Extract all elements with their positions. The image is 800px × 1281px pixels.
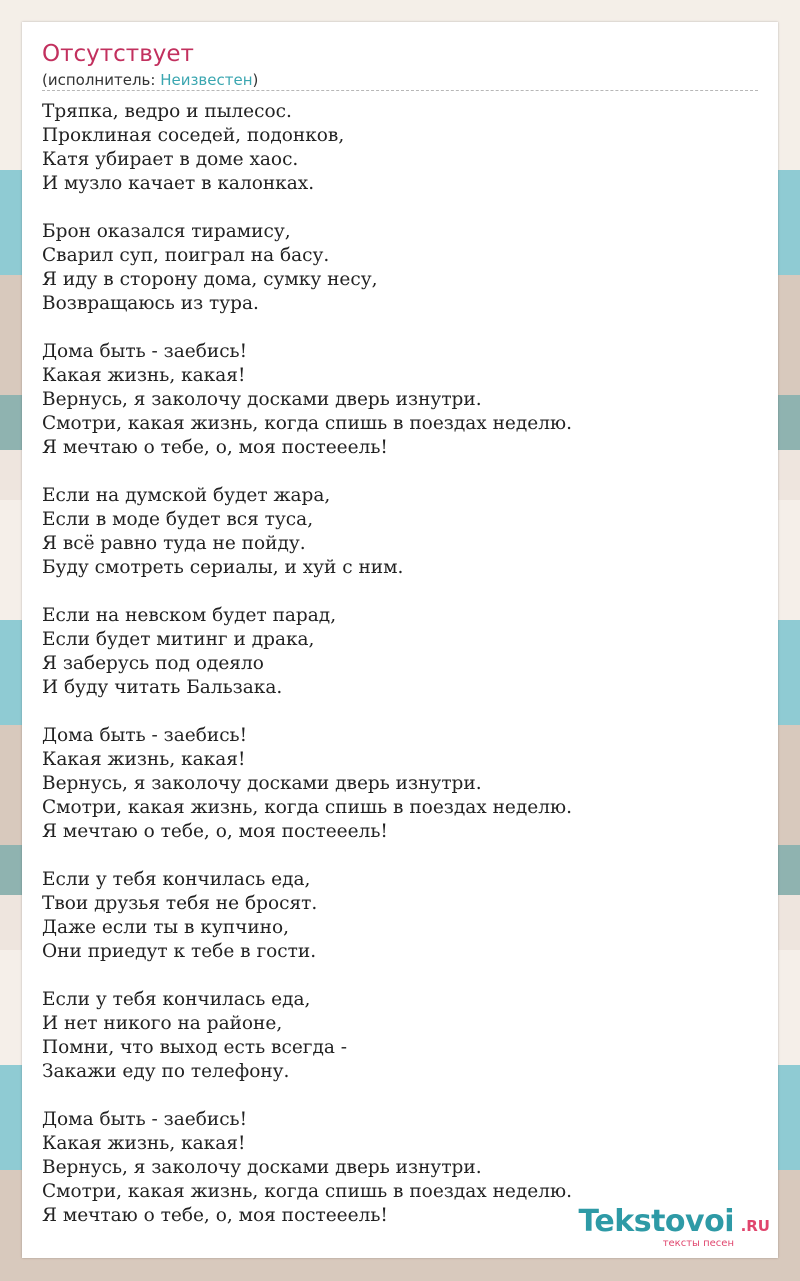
lyrics-line: Я всё равно туда не пойду. xyxy=(42,533,306,554)
lyrics-line: Дома быть - заебись! xyxy=(42,1109,248,1130)
lyrics-line: Буду смотреть сериалы, и хуй с ним. xyxy=(42,557,404,578)
lyrics-line: И нет никого на районе, xyxy=(42,1013,283,1034)
lyrics-line: Если у тебя кончилась еда, xyxy=(42,869,311,890)
lyrics-line: Дома быть - заебись! xyxy=(42,341,248,362)
lyrics-stanza xyxy=(42,988,762,1084)
lyrics-line: Если на думской будет жара, xyxy=(42,485,331,506)
lyrics-line: Помни, что выход есть всегда - xyxy=(42,1037,348,1058)
logo-tagline: тексты песен xyxy=(662,1238,734,1249)
lyrics-line: И музло качает в калонках. xyxy=(42,173,315,194)
lyrics-line: Проклиная соседей, подонков, xyxy=(42,125,345,146)
lyrics-line: Вернусь, я заколочу досками дверь изнутри. xyxy=(42,773,482,794)
lyrics-line: Твои друзья тебя не бросят. xyxy=(42,893,318,914)
lyrics-stanza xyxy=(42,868,762,964)
lyrics-line: Катя убирает в доме хаос. xyxy=(42,149,299,170)
lyrics-line: Они приедут к тебе в гости. xyxy=(42,941,317,962)
lyrics-line: Сварил суп, поиграл на басу. xyxy=(42,245,330,266)
lyrics-card xyxy=(22,22,778,1258)
lyrics-line: Дома быть - заебись! xyxy=(42,725,248,746)
lyrics-text xyxy=(42,100,762,1252)
lyrics-line: Смотри, какая жизнь, когда спишь в поездах неделю. xyxy=(42,1181,572,1202)
lyrics-line: Смотри, какая жизнь, когда спишь в поездах неделю. xyxy=(42,413,572,434)
lyrics-line: Я иду в сторону дома, сумку несу, xyxy=(42,269,378,290)
site-logo[interactable] xyxy=(560,1204,770,1250)
song-title: Отсутствует xyxy=(42,41,194,67)
logo-name: Tekstovoi xyxy=(578,1204,734,1239)
lyrics-line: Вернусь, я заколочу досками дверь изнутри. xyxy=(42,1157,482,1178)
lyrics-line: Я мечтаю о тебе, о, моя постееель! xyxy=(42,1205,388,1226)
lyrics-line: Закажи еду по телефону. xyxy=(42,1061,290,1082)
title-divider xyxy=(42,90,758,91)
lyrics-line: Если в моде будет вся туса, xyxy=(42,509,314,530)
lyrics-stanza xyxy=(42,340,762,460)
lyrics-stanza xyxy=(42,484,762,580)
performer-line xyxy=(42,71,258,89)
lyrics-line: Какая жизнь, какая! xyxy=(42,1133,246,1154)
lyrics-line: Брон оказался тирамису, xyxy=(42,221,291,242)
lyrics-line: Если будет митинг и драка, xyxy=(42,629,315,650)
lyrics-stanza xyxy=(42,100,762,196)
lyrics-line: Возвращаюсь из тура. xyxy=(42,293,259,314)
lyrics-line: Если у тебя кончилась еда, xyxy=(42,989,311,1010)
lyrics-line: Я мечтаю о тебе, о, моя постееель! xyxy=(42,437,388,458)
lyrics-line: Какая жизнь, какая! xyxy=(42,365,246,386)
lyrics-stanza xyxy=(42,604,762,700)
performer-suffix: ) xyxy=(252,71,259,89)
lyrics-line: И буду читать Бальзака. xyxy=(42,677,283,698)
lyrics-stanza xyxy=(42,220,762,316)
lyrics-line: Тряпка, ведро и пылесос. xyxy=(42,101,292,122)
lyrics-line: Если на невском будет парад, xyxy=(42,605,337,626)
performer-prefix: (исполнитель: xyxy=(42,71,161,89)
lyrics-line: Даже если ты в купчино, xyxy=(42,917,290,938)
logo-tld: .RU xyxy=(740,1217,770,1235)
lyrics-line: Какая жизнь, какая! xyxy=(42,749,246,770)
lyrics-line: Вернусь, я заколочу досками дверь изнутри. xyxy=(42,389,482,410)
artist-link[interactable]: Неизвестен xyxy=(160,71,253,89)
lyrics-line: Я заберусь под одеяло xyxy=(42,653,264,674)
lyrics-stanza xyxy=(42,724,762,844)
lyrics-line: Смотри, какая жизнь, когда спишь в поездах неделю. xyxy=(42,797,572,818)
lyrics-line: Я мечтаю о тебе, о, моя постееель! xyxy=(42,821,388,842)
